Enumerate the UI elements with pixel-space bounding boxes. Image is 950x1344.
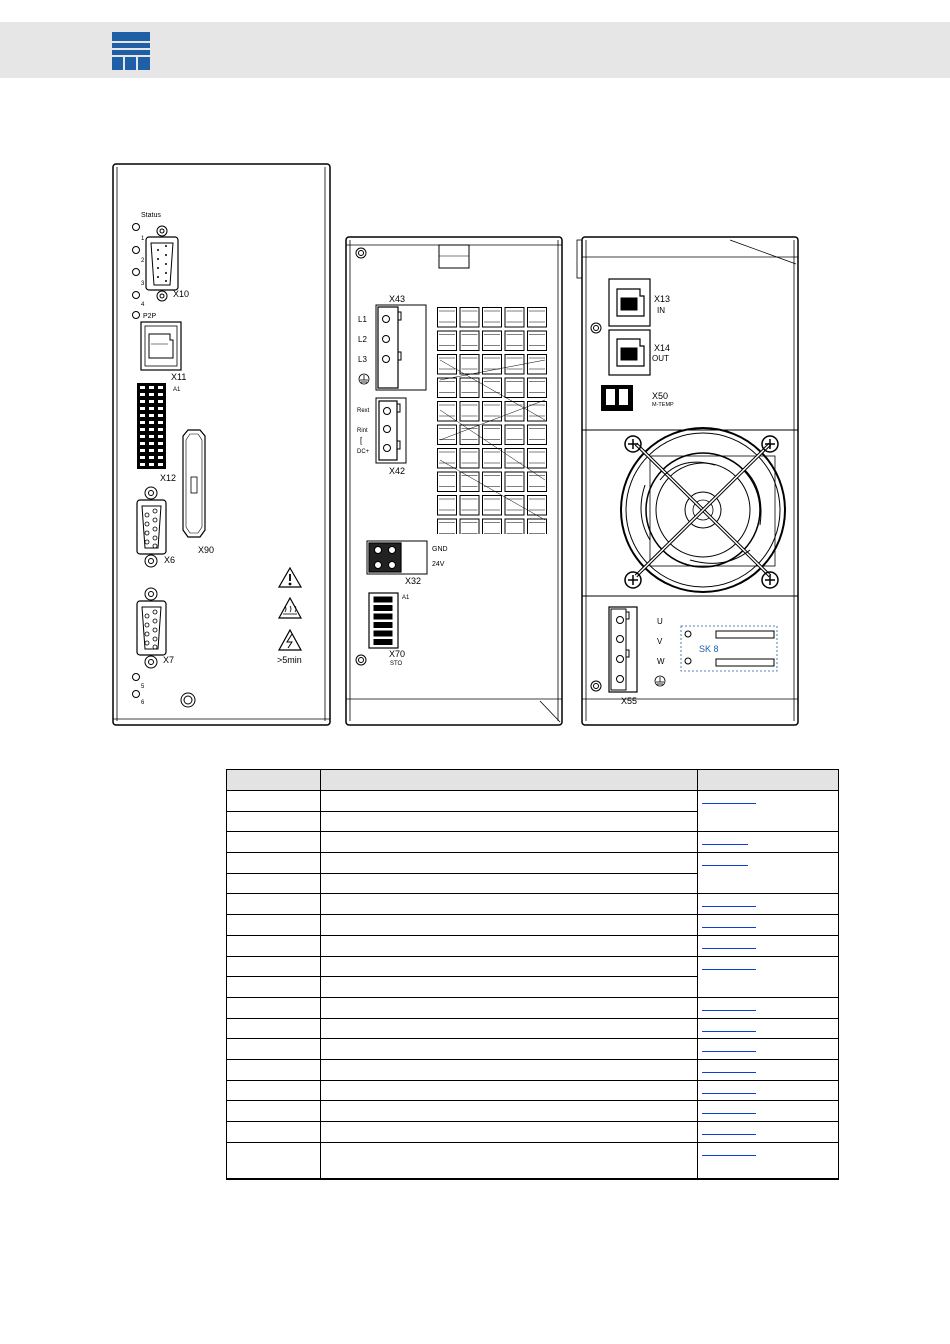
table-row [227, 935, 839, 956]
reference-link[interactable] [702, 791, 756, 804]
sk8-label: SK 8 [699, 644, 719, 654]
terminal-pin [158, 400, 163, 403]
sub-d-pin [145, 513, 149, 517]
side-panel-right [577, 237, 798, 725]
sub-d-pin [153, 619, 157, 623]
x14-connector [609, 330, 650, 375]
table-header-row [227, 770, 839, 791]
x32-connector [367, 541, 427, 574]
terminal-pin [149, 421, 154, 424]
terminal-pin [158, 386, 163, 389]
led-label-3: 3 [141, 281, 145, 287]
terminal-pin [158, 463, 163, 466]
reference-link[interactable] [702, 998, 756, 1011]
reference-cell [698, 997, 839, 1018]
x42-pin-rint: Rint [357, 428, 368, 434]
front-panel-left [113, 164, 330, 725]
sub-d-pin [145, 522, 149, 526]
terminal-pin [149, 449, 154, 452]
terminal-pin [158, 442, 163, 445]
connector-cell [227, 1101, 321, 1122]
led-3 [133, 269, 140, 276]
terminal-pin [158, 456, 163, 459]
terminal-pin [158, 393, 163, 396]
x12-a1-label: A1 [173, 387, 181, 393]
status-label: Status [141, 212, 161, 219]
reference-cell [698, 1101, 839, 1122]
company-logo [112, 32, 150, 70]
table-row [227, 1122, 839, 1143]
connector-cell [227, 997, 321, 1018]
x42-pin-rext: Rext [357, 408, 370, 414]
led-p2p [133, 312, 140, 319]
sub-d-pin [145, 623, 149, 627]
table-row [227, 1142, 839, 1179]
connector-cell [227, 977, 321, 998]
led-label-5: 5 [141, 684, 145, 690]
reference-link[interactable] [702, 1060, 756, 1073]
description-cell [321, 1101, 698, 1122]
description-cell [321, 935, 698, 956]
reference-link[interactable] [702, 1122, 756, 1135]
terminal-pin [158, 414, 163, 417]
x42-pin-bracket: [ [360, 436, 363, 445]
reference-link[interactable] [702, 1039, 756, 1052]
terminal-pin [140, 421, 145, 424]
x50-connector [601, 385, 633, 411]
x11-label: X11 [171, 372, 187, 382]
terminal-pin [149, 435, 154, 438]
led-label-6: 6 [141, 700, 145, 706]
terminal-pin [158, 407, 163, 410]
led-2 [133, 247, 140, 254]
description-cell [321, 1018, 698, 1039]
connector-cell [227, 915, 321, 936]
motor-pin-w: W [657, 657, 665, 666]
table-row [227, 997, 839, 1018]
x90-connector [183, 430, 205, 537]
page-header [0, 22, 950, 78]
x70-connector [369, 593, 398, 648]
sub-d-pin [145, 641, 149, 645]
led-4 [133, 292, 140, 299]
terminal-pin [158, 435, 163, 438]
terminal-pin [158, 449, 163, 452]
x55-connector [609, 607, 637, 692]
warning-time-label: >5min [277, 655, 302, 665]
sub-d-pin [145, 540, 149, 544]
description-cell [321, 1142, 698, 1179]
x32-pin-gnd: GND [432, 546, 448, 553]
description-cell [321, 1080, 698, 1101]
terminal-pin [149, 400, 154, 403]
terminal-pin [158, 428, 163, 431]
sk8-shield-clamp [681, 626, 777, 671]
x12-label: X12 [160, 473, 177, 483]
x13-sub-label: IN [657, 306, 665, 315]
reference-cell [698, 935, 839, 956]
x7-connector [137, 588, 166, 668]
reference-cell [698, 1122, 839, 1143]
led-label-4: 4 [141, 302, 145, 308]
p2p-label: P2P [143, 313, 157, 320]
led-6 [133, 691, 140, 698]
table-row [227, 832, 839, 853]
reference-link[interactable] [702, 915, 756, 928]
description-cell [321, 853, 698, 874]
terminal-pin [374, 623, 392, 628]
connector-cell [227, 956, 321, 977]
sub-d-pin [145, 614, 149, 618]
x55-label: X55 [621, 696, 638, 706]
ground-icon [655, 676, 665, 686]
connector-cell [227, 1018, 321, 1039]
terminal-pin [140, 414, 145, 417]
hot-surface-icon [279, 598, 301, 618]
description-cell [321, 832, 698, 853]
terminal-pin [140, 456, 145, 459]
reference-link[interactable] [702, 1143, 756, 1156]
table-row [227, 956, 839, 977]
reference-cell [698, 791, 839, 832]
reference-link[interactable] [702, 1019, 756, 1032]
connector-cell [227, 811, 321, 832]
description-cell [321, 1039, 698, 1060]
connector-cell [227, 1080, 321, 1101]
table-row [227, 894, 839, 915]
fan-icon [621, 428, 785, 592]
connector-table [226, 769, 839, 1180]
description-cell [321, 977, 698, 998]
table-row [227, 791, 839, 812]
sub-d-pin [153, 610, 157, 614]
terminal-pin [140, 463, 145, 466]
led-5 [133, 674, 140, 681]
x90-label: X90 [198, 545, 215, 555]
phase-l1: L1 [358, 315, 367, 324]
sub-d-pin [153, 645, 157, 649]
reference-cell [698, 1039, 839, 1060]
description-cell [321, 997, 698, 1018]
reference-link[interactable] [702, 894, 756, 907]
sub-d-pin [153, 544, 157, 548]
description-cell [321, 1059, 698, 1080]
reference-cell [698, 894, 839, 915]
x10-label: X10 [173, 289, 190, 299]
table-row [227, 1039, 839, 1060]
x42-pin-dc: DC+ [357, 449, 370, 455]
warning-icon [279, 568, 301, 587]
terminal-pin [149, 428, 154, 431]
terminal-pin [149, 393, 154, 396]
x14-label: X14 [654, 343, 671, 353]
connector-cell [227, 832, 321, 853]
x6-connector [137, 487, 166, 567]
x11-connector [141, 322, 181, 370]
table-row [227, 1018, 839, 1039]
terminal-pin [149, 442, 154, 445]
reference-cell [698, 1059, 839, 1080]
x6-label: X6 [164, 555, 176, 565]
connector-cell [227, 853, 321, 874]
sub-d-pin [153, 628, 157, 632]
x14-sub-label: OUT [652, 354, 669, 363]
led-1 [133, 224, 140, 231]
x70-label: X70 [389, 649, 406, 659]
reference-link[interactable] [702, 1081, 756, 1094]
x13-label: X13 [654, 294, 671, 304]
x50-sub-label: M-TEMP [652, 402, 674, 408]
reference-cell [698, 832, 839, 853]
terminal-pin [140, 400, 145, 403]
motor-pin-v: V [657, 637, 663, 646]
terminal-pin [158, 421, 163, 424]
sub-d-pin [153, 637, 157, 641]
description-cell [321, 873, 698, 894]
description-cell [321, 915, 698, 936]
ground-icon [359, 374, 369, 384]
motor-pin-u: U [657, 617, 663, 626]
terminal-pin [149, 463, 154, 466]
connector-cell [227, 873, 321, 894]
table-row [227, 915, 839, 936]
panel-screw [181, 693, 195, 707]
table-row [227, 1080, 839, 1101]
terminal-pin [149, 407, 154, 410]
terminal-pin [140, 407, 145, 410]
sub-d-pin [153, 518, 157, 522]
x43-connector [378, 307, 401, 388]
x42-connector [376, 398, 406, 463]
reference-cell [698, 1142, 839, 1179]
reference-cell [698, 915, 839, 936]
terminal-pin [374, 640, 392, 645]
terminal-pin [149, 456, 154, 459]
x43-label: X43 [389, 294, 406, 304]
x32-pin-24v: 24V [432, 561, 445, 568]
side-panel-middle [346, 237, 562, 725]
connector-cell [227, 1142, 321, 1179]
reference-link[interactable] [702, 957, 756, 970]
terminal-pin [140, 442, 145, 445]
terminal-pin [149, 414, 154, 417]
terminal-pin [140, 449, 145, 452]
terminal-pin [140, 435, 145, 438]
sub-d-pin [153, 527, 157, 531]
description-cell [321, 791, 698, 812]
terminal-pin [140, 393, 145, 396]
description-cell [321, 811, 698, 832]
x13-connector [609, 279, 650, 326]
x50-label: X50 [652, 391, 669, 401]
led-label-2: 2 [141, 258, 145, 264]
terminal-pin [149, 386, 154, 389]
terminal-pin [374, 606, 392, 611]
reference-cell [698, 1018, 839, 1039]
terminal-pin [140, 386, 145, 389]
connector-cell [227, 935, 321, 956]
connector-cell [227, 1122, 321, 1143]
electric-shock-icon [279, 630, 301, 650]
description-cell [321, 894, 698, 915]
reference-link[interactable] [702, 1101, 756, 1114]
description-cell [321, 956, 698, 977]
connector-cell [227, 1059, 321, 1080]
x12-connector [137, 383, 166, 469]
x42-label: X42 [389, 466, 406, 476]
sub-d-pin [153, 509, 157, 513]
sub-d-pin [145, 531, 149, 535]
table-row [227, 1101, 839, 1122]
reference-cell [698, 853, 839, 894]
reference-cell [698, 956, 839, 997]
phase-l3: L3 [358, 355, 367, 364]
connector-cell [227, 1039, 321, 1060]
reference-link[interactable] [702, 936, 756, 949]
terminal-pin [374, 597, 392, 602]
terminal-pin [140, 428, 145, 431]
table-row [227, 853, 839, 874]
x7-label: X7 [163, 655, 175, 665]
device-drawing [0, 150, 950, 740]
connector-cell [227, 894, 321, 915]
sub-d-pin [153, 536, 157, 540]
x70-sto-label: STO [390, 661, 403, 667]
x70-a1-label: A1 [402, 595, 410, 601]
reference-link[interactable] [702, 853, 748, 866]
terminal-pin [374, 631, 392, 636]
sub-d-pin [145, 632, 149, 636]
description-cell [321, 1122, 698, 1143]
reference-cell [698, 1080, 839, 1101]
connector-cell [227, 791, 321, 812]
x32-label: X32 [405, 576, 422, 586]
phase-l2: L2 [358, 335, 367, 344]
led-label-1: 1 [141, 236, 145, 242]
table-row [227, 1059, 839, 1080]
terminal-pin [374, 614, 392, 619]
reference-link[interactable] [702, 832, 748, 845]
